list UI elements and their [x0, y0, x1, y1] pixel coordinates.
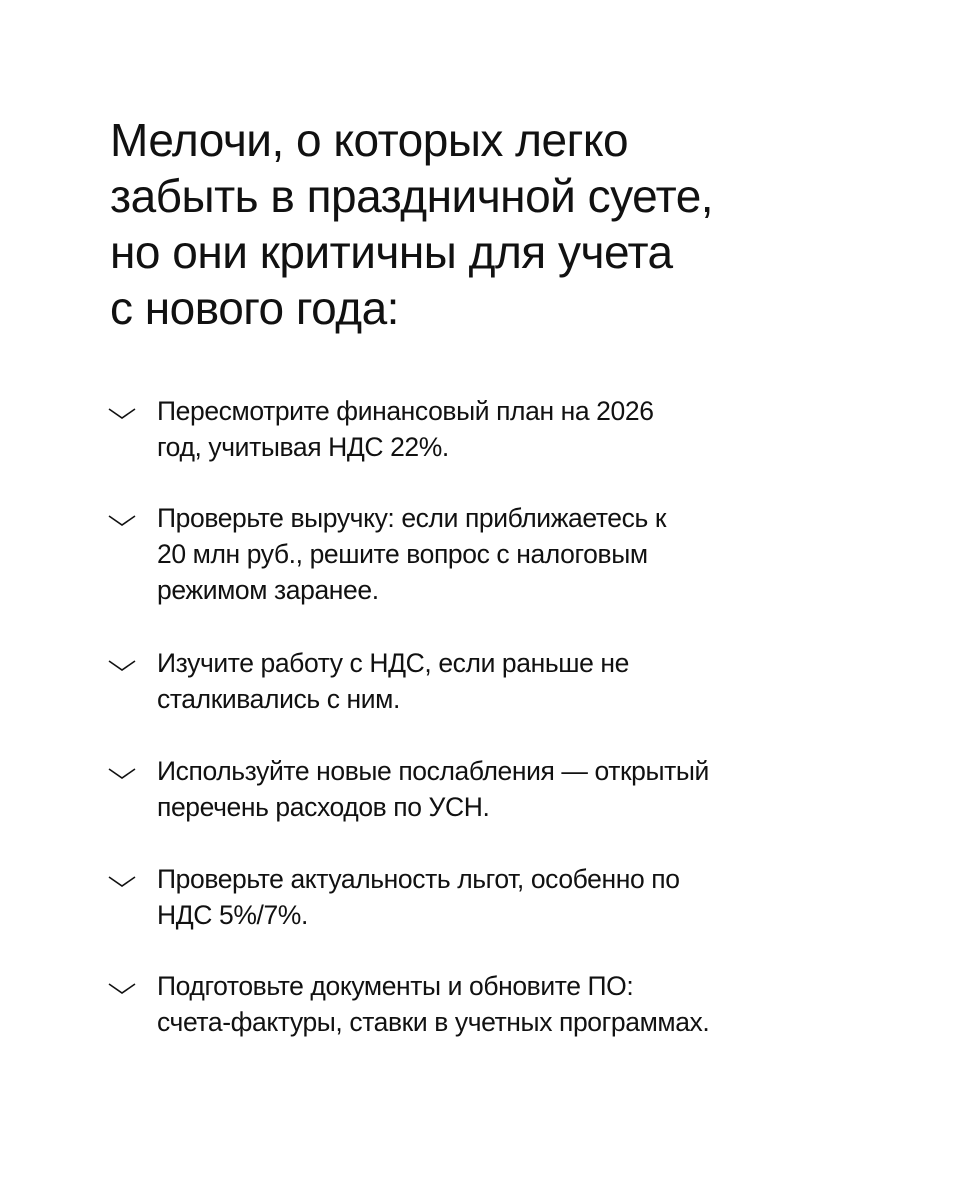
page-title [110, 112, 870, 336]
chevron-down-icon [108, 659, 136, 673]
chevron-down-icon [108, 407, 136, 421]
title-line: забыть в праздничной суете, [110, 170, 714, 222]
item-text: Подготовьте документы и обновите ПО: счета-фактуры, ставки в учетных программах. [157, 971, 710, 1037]
chevron-down-icon [108, 514, 136, 528]
item-text: Пересмотрите финансовый план на 2026 год, учитывая НДС 22%. [157, 396, 654, 462]
list-item [108, 393, 828, 465]
title-line: Мелочи, о которых легко [110, 114, 629, 166]
list-item [108, 645, 828, 717]
chevron-down-icon [108, 767, 136, 781]
chevron-down-icon [108, 875, 136, 889]
item-text: Проверьте актуальность льгот, особенно по НДС 5%/7%. [157, 864, 680, 930]
item-text: Изучите работу с НДС, если раньше не сталкивались с ним. [157, 648, 629, 714]
title-line: с нового года: [110, 282, 399, 334]
list-item [108, 753, 828, 825]
list-item [108, 500, 828, 608]
item-text: Проверьте выручку: если приближаетесь к 20 млн руб., решите вопрос с налоговым режимом заранее. [157, 503, 667, 605]
list-item [108, 968, 828, 1040]
title-line: но они критичны для учета [110, 226, 673, 278]
list-item [108, 861, 828, 933]
chevron-down-icon [108, 982, 136, 996]
item-text: Используйте новые послабления — открытый перечень расходов по УСН. [157, 756, 709, 822]
